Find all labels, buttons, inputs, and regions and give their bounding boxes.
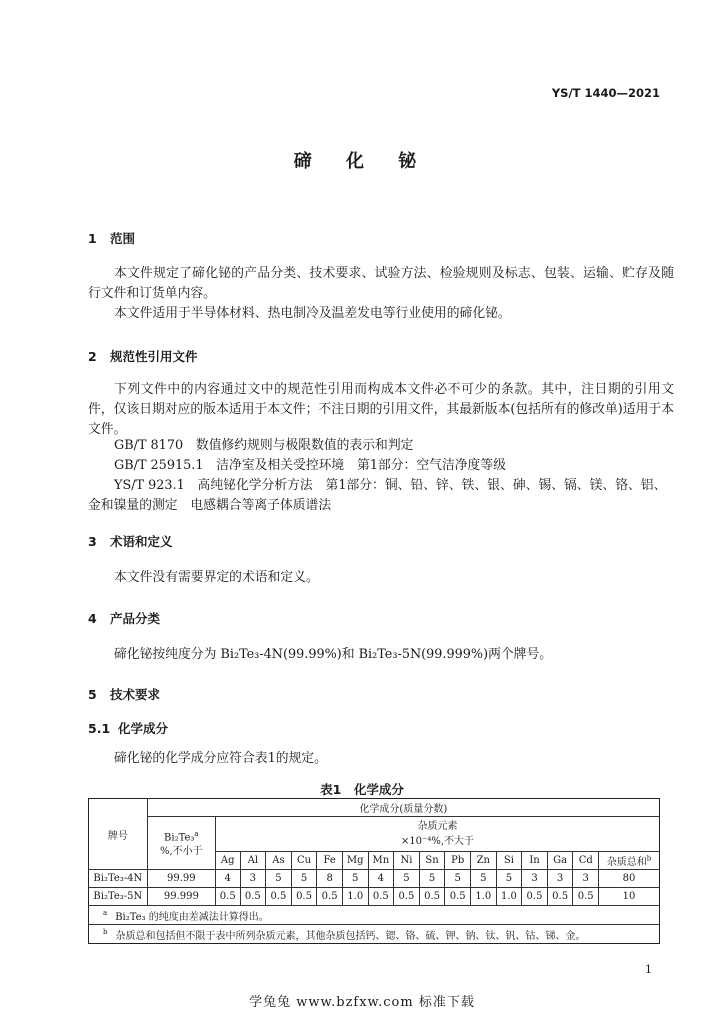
impurity-value-cell: 0.5 [291,888,317,906]
section-title: 技术要求 [110,687,161,702]
section-3-paragraph-1: 本文件没有需要界定的术语和定义。 [114,570,319,585]
impurity-value-cell: 5 [445,870,471,888]
impurity-value-cell: 0.5 [547,888,573,906]
section-title: 产品分类 [110,611,161,626]
element-header: Pb [445,852,471,870]
impurity-value-cell: 3 [547,870,573,888]
element-header: Ag [215,852,240,870]
table-caption: 表1 化学成分 [320,782,404,797]
section-5-1-heading [88,719,168,737]
footnote-mark: a [103,909,108,918]
purity-header-formula: Bi₂Te₃ [164,832,195,844]
impurity-value-cell: 1.0 [470,888,496,906]
purity-cell: 99.999 [147,888,215,906]
footnote-text: 杂质总和包括但不限于表中所列杂质元素，其他杂质包括钙、锶、铬、硫、钾、钠、钛、钒、钴、锑、金。 [115,930,586,942]
brand-header: 牌号 [89,799,148,870]
element-header: Al [240,852,266,870]
total-cell: 10 [599,888,660,906]
impurity-value-cell: 0.5 [368,888,394,906]
element-header: Sn [419,852,445,870]
purity-header-unit: %,不小于 [159,846,203,858]
section-number: 1 [88,231,97,246]
section-title: 术语和定义 [110,534,173,549]
footnote-mark: a [194,829,199,838]
section-number: 4 [88,611,97,626]
section-1-heading [88,229,135,247]
impurity-value-cell: 0.5 [240,888,266,906]
element-header: Mg [342,852,368,870]
impurity-value-cell: 0.5 [317,888,343,906]
element-header: As [266,852,292,870]
table-row [89,888,660,906]
total-header-text: 杂质总和 [606,857,647,868]
impurity-value-cell: 5 [419,870,445,888]
impurity-value-cell: 5 [266,870,292,888]
composition-group-header: 化学成分(质量分数) [147,799,659,817]
impurity-value-cell: 4 [368,870,394,888]
table-header-row [89,817,660,852]
impurity-header [215,817,659,852]
document-title: 碲 化 铋 [293,151,431,172]
section-2-paragraph-1: 下列文件中的内容通过文中的规范性引用而构成本文件必不可少的条款。其中，注日期的引用文件，仅该日期对应的版本适用于本文件；不注日期的引用文件，其最新版本(包括所有的修改单)适用于本文件。 [88,382,674,437]
brand-cell: Bi₂Te₃-5N [89,888,148,906]
section-number: 3 [88,534,97,549]
footnote-mark: b [646,854,652,863]
impurity-value-cell: 0.5 [394,888,420,906]
footnote-a [89,906,660,925]
total-header [599,852,660,870]
section-4-heading [88,609,160,627]
impurity-value-cell: 0.5 [419,888,445,906]
table-row [89,870,660,888]
section-title: 范围 [110,231,136,246]
impurity-value-cell: 5 [470,870,496,888]
section-3-heading [88,532,173,550]
impurity-value-cell: 0.5 [266,888,292,906]
section-1-paragraph-2: 本文件适用于半导体材料、热电制冷及温差发电等行业使用的碲化铋。 [114,306,511,321]
element-header: Zn [470,852,496,870]
section-number: 5.1 [88,721,111,736]
section-1-paragraph-1: 本文件规定了碲化铋的产品分类、技术要求、试验方法、检验规则及标志、包装、运输、贮存及随行文件和订货单内容。 [88,266,674,301]
normative-reference-1: GB/T 8170 数值修约规则与极限数值的表示和判定 [114,438,414,453]
standard-number: YS/T 1440—2021 [551,86,660,100]
impurity-value-cell: 5 [342,870,368,888]
section-4-paragraph-1: 碲化铋按纯度分为 Bi₂Te₃-4N(99.99%)和 Bi₂Te₃-5N(99.999%)两个牌号。 [114,647,553,662]
footnote-mark: b [103,928,108,937]
section-number: 2 [88,349,97,364]
total-cell: 80 [599,870,660,888]
normative-reference-2: GB/T 25915.1 洁净室及相关受控环境 第1部分：空气洁净度等级 [114,458,506,473]
section-title: 规范性引用文件 [110,349,198,364]
impurity-value-cell: 5 [496,870,522,888]
purity-cell: 99.99 [147,870,215,888]
impurity-value-cell: 8 [317,870,343,888]
element-header: Mn [368,852,394,870]
section-2-heading [88,347,198,365]
impurity-value-cell: 0.5 [522,888,548,906]
impurity-value-cell: 0.5 [573,888,599,906]
impurity-value-cell: 4 [215,870,240,888]
section-5-heading [88,685,160,703]
element-header: Ni [394,852,420,870]
normative-reference-3: YS/T 923.1 高纯铋化学分析方法 第1部分：铜、铅、锌、铁、银、砷、锡、镉、镁、铬、铝、金和镍量的测定 电感耦合等离子体质谱法 [88,478,667,513]
section-title: 化学成分 [118,721,169,736]
element-header: In [522,852,548,870]
impurity-value-cell: 1.0 [496,888,522,906]
page-number: 1 [645,963,652,976]
impurity-header-unit: ×10⁻⁴%,不大于 [400,836,475,847]
section-number: 5 [88,687,97,702]
footnote-row [89,925,660,944]
impurity-value-cell: 3 [240,870,266,888]
element-header: Cd [573,852,599,870]
element-header: Ga [547,852,573,870]
impurity-value-cell: 3 [573,870,599,888]
table-header-row [89,799,660,817]
impurity-value-cell: 0.5 [445,888,471,906]
element-header: Si [496,852,522,870]
watermark-footer: 学兔兔 www.bzfxw.com 标准下载 [249,995,475,1010]
footnote-text: Bi₂Te₃ 的纯度由差减法计算得出。 [115,911,269,923]
chemical-composition-table [88,798,660,944]
footnote-row [89,906,660,925]
impurity-value-cell: 5 [394,870,420,888]
element-header: Fe [317,852,343,870]
impurity-value-cell: 3 [522,870,548,888]
element-header: Cu [291,852,317,870]
footnote-b [89,925,660,944]
impurity-header-title: 杂质元素 [417,821,458,832]
section-5-1-paragraph-1: 碲化铋的化学成分应符合表1的规定。 [114,751,327,766]
impurity-value-cell: 1.0 [342,888,368,906]
brand-cell: Bi₂Te₃-4N [89,870,148,888]
purity-header [147,817,215,870]
impurity-value-cell: 5 [291,870,317,888]
impurity-value-cell: 0.5 [215,888,240,906]
